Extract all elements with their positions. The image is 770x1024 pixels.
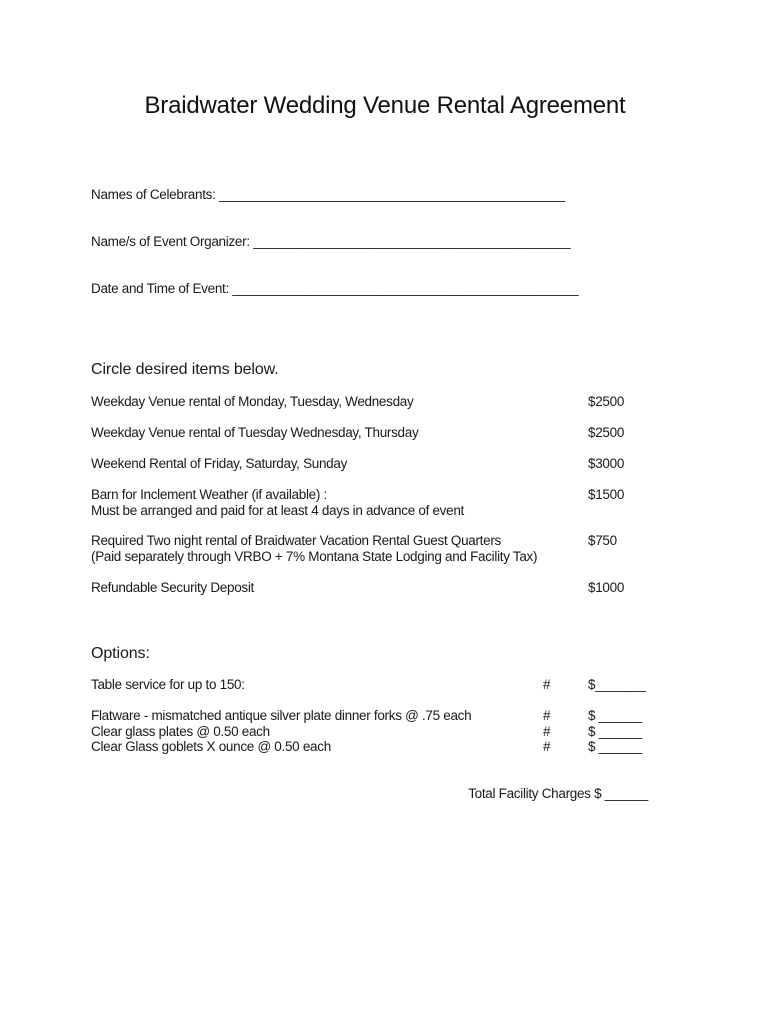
option-table-service-label: Table service for up to 150: (91, 677, 245, 692)
item-label: Weekend Rental of Friday, Saturday, Sunday (91, 456, 348, 471)
item-label: Barn for Inclement Weather (if available) : (91, 487, 327, 502)
celebrants-field[interactable]: Names of Celebrants: ________________________________________________ (91, 187, 565, 202)
option-amount-field[interactable]: $ ______ (588, 724, 642, 739)
total-facility-charges-field[interactable]: Total Facility Charges $ ______ (468, 786, 648, 801)
item-weekday-tue-thu[interactable] (91, 425, 418, 441)
option-quantity-field[interactable]: # (543, 677, 551, 692)
item-price: $2500 (588, 425, 625, 440)
document-title: Braidwater Wedding Venue Rental Agreement (144, 92, 626, 119)
item-price: $750 (588, 533, 617, 548)
item-label: Refundable Security Deposit (91, 580, 254, 595)
item-security-deposit[interactable] (91, 580, 254, 596)
option-quantity-field[interactable]: # (543, 724, 551, 739)
item-price: $1000 (588, 580, 625, 595)
item-price: $2500 (588, 394, 625, 409)
options-section-heading: Options: (91, 645, 150, 662)
item-weekend-rental[interactable] (91, 456, 347, 472)
option-glass-goblets-label: Clear Glass goblets X ounce @ 0.50 each (91, 739, 331, 754)
option-amount-field[interactable]: $ ______ (588, 708, 642, 723)
items-section-heading: Circle desired items below. (91, 361, 279, 378)
item-label: Weekday Venue rental of Tuesday Wednesday, Thursday (91, 425, 419, 440)
option-amount-field[interactable]: $_______ (588, 677, 646, 692)
item-note: Must be arranged and paid for at least 4 days in advance of event (91, 503, 465, 518)
item-label: Weekday Venue rental of Monday, Tuesday, Wednesday (91, 394, 414, 409)
item-note: (Paid separately through VRBO + 7% Montana State Lodging and Facility Tax) (91, 549, 538, 564)
item-guest-quarters[interactable] (91, 533, 537, 565)
option-flatware-label: Flatware - mismatched antique silver plate dinner forks @ .75 each (91, 708, 472, 723)
option-glass-plates-label: Clear glass plates @ 0.50 each (91, 724, 270, 739)
item-price: $1500 (588, 487, 625, 502)
item-label: Required Two night rental of Braidwater Vacation Rental Guest Quarters (91, 533, 501, 548)
event-date-time-field[interactable]: Date and Time of Event: ________________________________________________ (91, 281, 579, 296)
item-weekday-mon-wed[interactable] (91, 394, 413, 410)
item-price: $3000 (588, 456, 625, 471)
option-amount-field[interactable]: $ ______ (588, 739, 642, 754)
item-barn-inclement-weather[interactable] (91, 487, 464, 519)
option-quantity-field[interactable]: # (543, 708, 551, 723)
option-quantity-field[interactable]: # (543, 739, 551, 754)
event-organizer-field[interactable]: Name/s of Event Organizer: ____________________________________________ (91, 234, 571, 249)
